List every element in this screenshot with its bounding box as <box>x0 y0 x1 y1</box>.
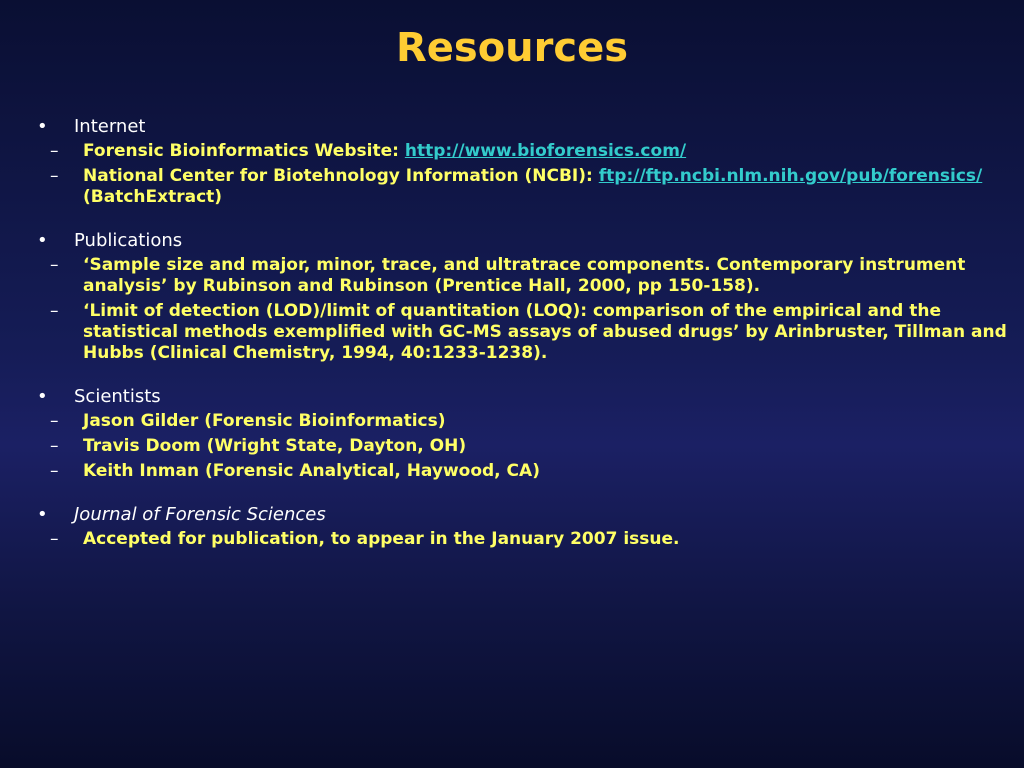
sub-item-text: ‘Sample size and major, minor, trace, and ultratrace components. Contemporary instrument analysis’ by Rubinson and Rubinson (Prentice Hall, 2000, pp 150-158). <box>83 255 966 296</box>
section-internet <box>37 115 1007 208</box>
dash-marker: – <box>50 529 59 549</box>
section-scientists <box>37 385 1007 482</box>
dash-marker: – <box>50 166 59 186</box>
slide-content <box>37 115 1007 571</box>
bullet-marker: • <box>37 504 48 525</box>
sub-item-text <box>83 141 1007 162</box>
sub-item-text: Jason Gilder (Forensic Bioinformatics) <box>83 411 446 431</box>
dash-marker: – <box>50 255 59 275</box>
sub-item-publication-arinbruster <box>37 301 1007 364</box>
bullet-marker: • <box>37 386 48 407</box>
sub-item-publication-rubinson <box>37 255 1007 297</box>
sub-item-scientist-doom <box>37 436 1007 457</box>
bullet-heading: Journal of Forensic Sciences <box>74 504 326 525</box>
dash-marker: – <box>50 436 59 456</box>
sub-item-text: Travis Doom (Wright State, Dayton, OH) <box>83 436 467 456</box>
sub-item-scientist-inman <box>37 461 1007 482</box>
sub-item-text: Accepted for publication, to appear in the January 2007 issue. <box>83 529 680 549</box>
bullet-heading: Scientists <box>74 386 161 407</box>
bullet-journal <box>37 503 1007 527</box>
section-journal <box>37 503 1007 550</box>
slide-title: Resources <box>395 25 629 71</box>
bioforensics-link[interactable]: http://www.bioforensics.com/ <box>404 141 687 161</box>
bullet-scientists <box>37 385 1007 409</box>
dash-marker: – <box>50 461 59 481</box>
sub-item-suffix: (BatchExtract) <box>83 187 223 207</box>
ncbi-ftp-link[interactable]: ftp://ftp.ncbi.nlm.nih.gov/pub/forensics/ <box>598 166 983 186</box>
sub-item-ncbi <box>37 166 1007 208</box>
section-publications <box>37 229 1007 364</box>
bullet-publications <box>37 229 1007 253</box>
sub-item-text: Keith Inman (Forensic Analytical, Haywood, CA) <box>83 461 540 481</box>
sub-item-bioforensics-website <box>37 141 1007 162</box>
bullet-internet <box>37 115 1007 139</box>
bullet-heading: Publications <box>74 230 183 251</box>
sub-item-journal-acceptance <box>37 529 1007 550</box>
bullet-marker: • <box>37 230 48 251</box>
bullet-heading: Internet <box>74 116 146 137</box>
sub-item-prefix: National Center for Biotehnology Information (NCBI): <box>83 166 599 186</box>
dash-marker: – <box>50 411 59 431</box>
sub-item-text <box>83 166 1007 208</box>
dash-marker: – <box>50 301 59 321</box>
dash-marker: – <box>50 141 59 161</box>
sub-item-text: ‘Limit of detection (LOD)/limit of quantitation (LOQ): comparison of the empirical and the statistical methods exemplified with GC-MS assays of abused drugs’ by Arinbruster, Tillman and Hubbs (Clinical Chemistry, 1994, 40:1233-1238). <box>83 301 1007 363</box>
bullet-marker: • <box>37 116 48 137</box>
sub-item-scientist-gilder <box>37 411 1007 432</box>
sub-item-prefix: Forensic Bioinformatics Website: <box>83 141 405 161</box>
